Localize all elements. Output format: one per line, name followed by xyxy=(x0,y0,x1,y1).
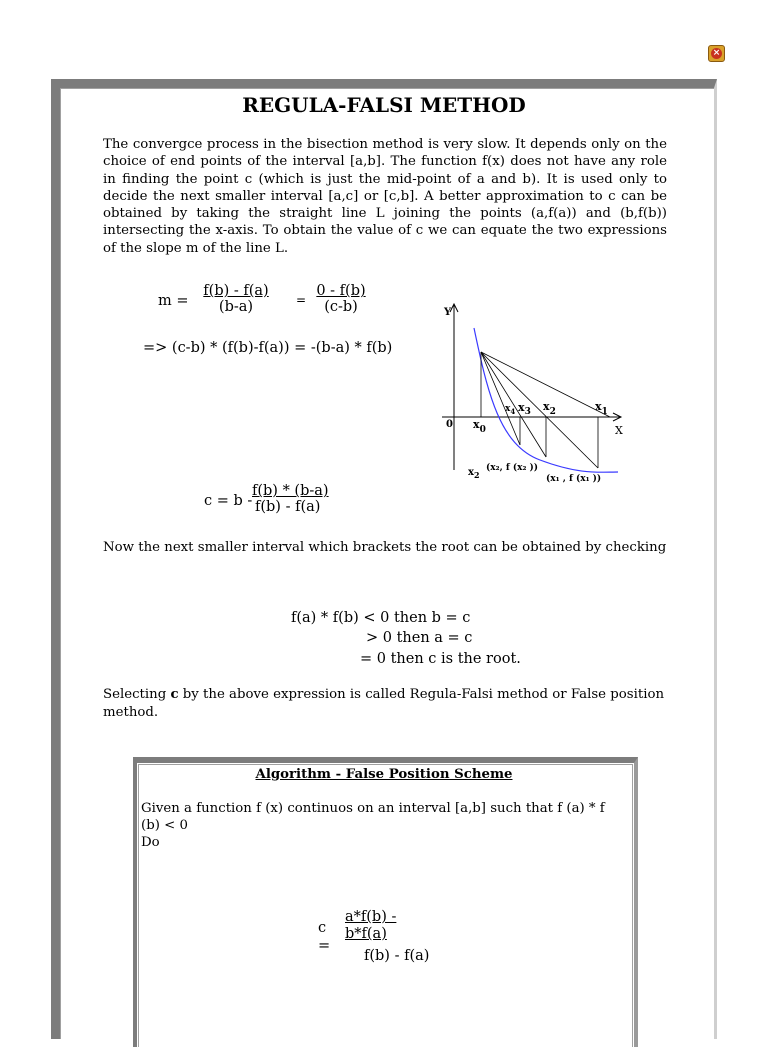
fraction-denominator: (b-a) xyxy=(218,299,254,315)
condition-positive: > 0 then a = c xyxy=(366,630,473,646)
algorithm-fraction-numerator: $\frac{a*f(b) -}{b*f(a)}$ xyxy=(345,909,397,942)
x2-label: $x_2$ xyxy=(543,400,556,417)
x-axis-label: X xyxy=(615,424,623,437)
condition-negative: f(a) * f(b) < 0 then b = c xyxy=(291,610,471,626)
fraction-numerator: f(b) * (b-a) xyxy=(252,483,329,499)
secant-line-1 xyxy=(481,352,598,468)
algorithm-fraction-denominator: f(b) - f(a) xyxy=(364,948,430,964)
secant-line-3 xyxy=(481,352,520,445)
fraction-denominator: f(b) - f(a) xyxy=(255,499,321,515)
fraction-numerator: f(b) - f(a) xyxy=(203,283,269,299)
c-formula-lhs: c = b - xyxy=(204,493,253,509)
page-title: REGULA-FALSI METHOD xyxy=(242,93,526,117)
x0-label: $x_0$ xyxy=(473,418,486,435)
c-formula-fraction xyxy=(252,483,329,515)
x2-lower-label: $x_2$ xyxy=(468,467,480,480)
regula-falsi-graph xyxy=(440,300,640,495)
origin-label: 0 xyxy=(446,419,453,430)
fraction-numerator: 0 - f(b) xyxy=(316,283,366,299)
slope-fraction-1 xyxy=(198,283,274,315)
fraction-denominator: (c-b) xyxy=(324,299,358,315)
x1-label: $x_1$ xyxy=(595,400,608,417)
c-variable: c xyxy=(170,687,179,702)
x3-label: $x_3$ xyxy=(518,401,531,417)
slope-fraction-2 xyxy=(311,283,371,315)
intro-paragraph: The convergce process in the bisection method is very slow. It depends only on the choice of end points of the interval [a,b]. The function f(x) does not have any role in finding the point c (which is just the mid-point of a and b). It is used only to decide the next smaller interval [a,c] or [c,b]. A better approximation to c can be obtained by taking the straight line L joining the points (a,f(a)) and (b,f(b)) intersecting the x-axis. To obtain the value of c we can equate the two expressions of the slope m of the line L. xyxy=(103,137,667,256)
slope-lhs: m = xyxy=(158,293,189,309)
close-button[interactable] xyxy=(708,45,725,62)
condition-zero: = 0 then c is the root. xyxy=(360,651,521,667)
point-x1-label: (x₁ , f (x₁ )) xyxy=(546,474,602,484)
point-x2-label: (x₂, f (x₂ )) xyxy=(486,463,539,473)
algorithm-title: Algorithm - False Position Scheme xyxy=(255,767,513,782)
slope-equals: = xyxy=(296,293,307,307)
next-interval-paragraph: Now the next smaller interval which brackets the root can be obtained by checking xyxy=(103,540,667,555)
algorithm-text: Given a function f (x) continuos on an interval [a,b] such that f (a) * f (b) < 0 Do xyxy=(141,801,605,850)
y-axis-label: Y xyxy=(444,307,452,318)
close-icon: × xyxy=(712,48,721,58)
implication-equation: => (c-b) * (f(b)-f(a)) = -(b-a) * f(b) xyxy=(143,340,393,356)
selecting-paragraph: Selecting c by the above expression is called Regula-Falsi method or False position method. xyxy=(103,687,665,720)
algorithm-c-label: c = xyxy=(318,920,331,954)
x4-label: $x_4$ xyxy=(505,404,516,416)
